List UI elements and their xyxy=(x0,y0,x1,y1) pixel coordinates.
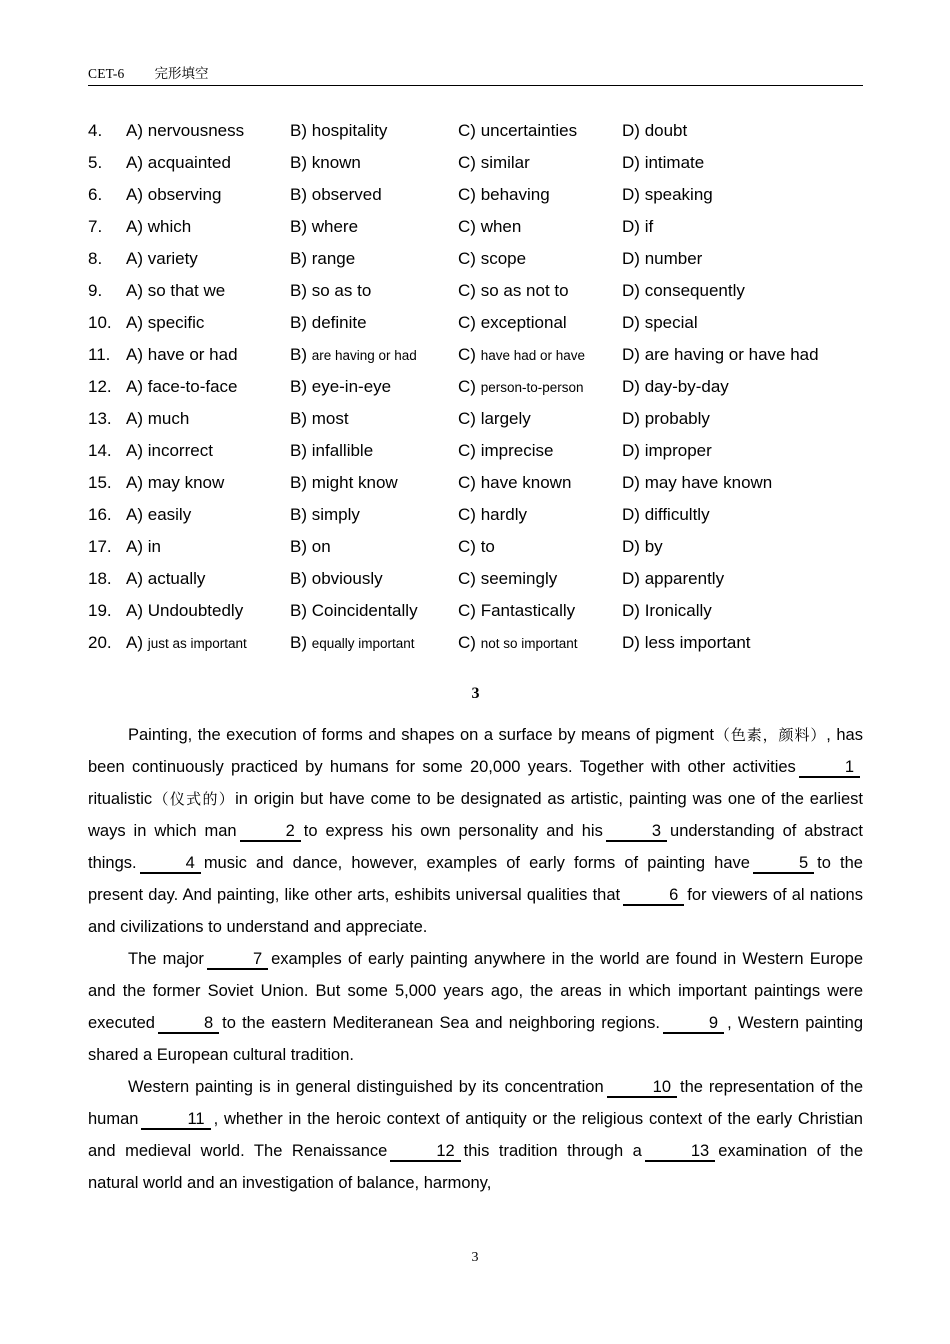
option-text-d: improper xyxy=(644,441,712,460)
option-choice-a[interactable] xyxy=(126,403,189,435)
option-choice-c[interactable] xyxy=(458,531,495,563)
p1-sentence-7: music and dance, however, examples of early forms of painting have xyxy=(203,854,750,872)
p1-sentence-4: in origin but have come to be designated as artistic, painting was one of the earliest ways in which man xyxy=(88,790,863,840)
option-choice-c[interactable] xyxy=(458,403,531,435)
option-text-b: known xyxy=(311,153,361,172)
option-choice-d[interactable] xyxy=(622,179,713,211)
option-letter-a: A) xyxy=(126,633,143,652)
passage-paragraph-3 xyxy=(88,1071,863,1199)
p1-gloss-ritualistic: （仪式的） xyxy=(152,790,236,808)
option-row xyxy=(88,595,878,627)
option-row xyxy=(88,467,878,499)
option-letter-a: A) xyxy=(126,281,143,300)
page-number: 3 xyxy=(471,1250,479,1265)
option-choice-b[interactable] xyxy=(290,275,371,307)
option-text-a: Undoubtedly xyxy=(147,601,244,620)
header-section-title: 完形填空 xyxy=(154,66,209,82)
option-text-c: person-to-person xyxy=(480,380,584,395)
option-text-c: exceptional xyxy=(480,313,567,332)
option-letter-b: B) xyxy=(290,121,307,140)
option-text-c: similar xyxy=(480,153,530,172)
option-letter-d: D) xyxy=(622,633,640,652)
p1-sentence-9: for viewers of al nations and civilizations to understand and appreciate. xyxy=(88,886,863,936)
option-text-a: face-to-face xyxy=(147,377,238,396)
blank-6[interactable]: 6 xyxy=(623,886,684,906)
p2-sentence-4: , Western painting shared a European cultural tradition. xyxy=(88,1014,863,1064)
option-choice-c[interactable] xyxy=(458,147,530,179)
option-text-c: have known xyxy=(480,473,572,492)
option-letter-a: A) xyxy=(126,249,143,268)
option-letter-c: C) xyxy=(458,473,476,492)
option-text-d: day-by-day xyxy=(644,377,729,396)
option-letter-a: A) xyxy=(126,537,143,556)
option-letter-d: D) xyxy=(622,473,640,492)
option-text-d: are having or have had xyxy=(644,345,819,364)
option-choice-b[interactable] xyxy=(290,531,331,563)
blank-1[interactable]: 1 xyxy=(799,758,860,778)
option-letter-b: B) xyxy=(290,569,307,588)
blank-11[interactable]: 11 xyxy=(141,1110,210,1130)
option-choice-b[interactable] xyxy=(290,339,417,372)
option-text-d: special xyxy=(644,313,698,332)
p2-sentence-1: The major xyxy=(128,950,204,968)
option-text-b: hospitality xyxy=(311,121,388,140)
option-choice-b[interactable] xyxy=(290,499,360,531)
option-letter-b: B) xyxy=(290,345,307,364)
option-choice-a[interactable] xyxy=(126,307,204,339)
option-choice-a[interactable] xyxy=(126,371,238,403)
option-letter-a: A) xyxy=(126,153,143,172)
option-text-d: by xyxy=(644,537,663,556)
option-letter-d: D) xyxy=(622,281,640,300)
option-text-c: hardly xyxy=(480,505,527,524)
option-letter-a: A) xyxy=(126,441,143,460)
option-text-d: Ironically xyxy=(644,601,712,620)
option-choice-b[interactable] xyxy=(290,595,418,627)
option-choice-b[interactable] xyxy=(290,211,358,243)
option-choice-c[interactable] xyxy=(458,115,577,147)
p2-sentence-3: to the eastern Mediteranean Sea and neighboring regions. xyxy=(222,1014,660,1032)
option-text-a: which xyxy=(147,217,192,236)
option-letter-c: C) xyxy=(458,409,476,428)
option-row xyxy=(88,371,878,403)
option-choice-c[interactable] xyxy=(458,179,550,211)
option-choice-b[interactable] xyxy=(290,627,415,660)
option-row-number: 20. xyxy=(88,633,112,652)
option-letter-a: A) xyxy=(126,345,143,364)
option-letter-a: A) xyxy=(126,377,143,396)
option-letter-b: B) xyxy=(290,377,307,396)
option-choice-c[interactable] xyxy=(458,499,527,531)
option-letter-c: C) xyxy=(458,249,476,268)
option-row xyxy=(88,531,878,563)
option-text-b: obviously xyxy=(311,569,383,588)
option-letter-d: D) xyxy=(622,601,640,620)
option-text-c: seemingly xyxy=(480,569,558,588)
blank-8[interactable]: 8 xyxy=(158,1014,219,1034)
option-row xyxy=(88,307,878,339)
option-choice-c[interactable] xyxy=(458,211,521,243)
option-letter-a: A) xyxy=(126,121,143,140)
option-choice-b[interactable] xyxy=(290,243,355,275)
option-letter-c: C) xyxy=(458,185,476,204)
option-row xyxy=(88,147,878,179)
option-choice-b[interactable] xyxy=(290,435,373,467)
option-letter-d: D) xyxy=(622,313,640,332)
option-text-c: to xyxy=(480,537,495,556)
blank-13[interactable]: 13 xyxy=(645,1142,715,1162)
option-row-number: 17. xyxy=(88,537,112,556)
option-text-a: have or had xyxy=(147,345,238,364)
p1-sentence-2: , has been continuously practiced by humans for some 20,000 years. Together with other activities xyxy=(88,726,863,776)
option-text-a: easily xyxy=(147,505,192,524)
option-row-number: 12. xyxy=(88,377,112,396)
option-letter-b: B) xyxy=(290,313,307,332)
option-choice-a[interactable] xyxy=(126,147,231,179)
option-row xyxy=(88,243,878,275)
option-letter-d: D) xyxy=(622,441,640,460)
option-text-a: variety xyxy=(147,249,198,268)
option-row-number: 8. xyxy=(88,249,103,268)
option-text-a: much xyxy=(147,409,190,428)
option-text-a: actually xyxy=(147,569,206,588)
option-letter-a: A) xyxy=(126,601,143,620)
option-choice-a[interactable] xyxy=(126,339,238,371)
option-row-number: 18. xyxy=(88,569,112,588)
option-choice-c[interactable] xyxy=(458,435,553,467)
option-choice-a[interactable] xyxy=(126,563,205,595)
option-text-a: may know xyxy=(147,473,225,492)
option-choice-d[interactable] xyxy=(622,403,710,435)
option-text-b: Coincidentally xyxy=(311,601,418,620)
option-letter-c: C) xyxy=(458,633,476,652)
option-letter-b: B) xyxy=(290,537,307,556)
option-choice-d[interactable] xyxy=(622,339,819,371)
option-row xyxy=(88,179,878,211)
option-choice-a[interactable] xyxy=(126,467,224,499)
option-row-number: 16. xyxy=(88,505,112,524)
option-choice-c[interactable] xyxy=(458,595,575,627)
option-choice-a[interactable] xyxy=(126,115,244,147)
option-letter-a: A) xyxy=(126,473,143,492)
option-letter-d: D) xyxy=(622,345,640,364)
option-text-b: definite xyxy=(311,313,367,332)
option-letter-c: C) xyxy=(458,121,476,140)
option-letter-d: D) xyxy=(622,185,640,204)
option-choice-a[interactable] xyxy=(126,531,161,563)
option-choice-a[interactable] xyxy=(126,595,243,627)
option-text-c: Fantastically xyxy=(480,601,576,620)
option-row xyxy=(88,115,878,147)
option-text-d: probably xyxy=(644,409,710,428)
blank-7[interactable]: 7 xyxy=(207,950,268,970)
p3-sentence-3: , whether in the heroic context of antiquity or the religious context of the early Christian and medieval world. The Renaissance xyxy=(88,1110,863,1160)
p3-sentence-1: Western painting is in general distinguished by its concentration xyxy=(128,1078,604,1096)
option-letter-b: B) xyxy=(290,217,307,236)
option-choice-c[interactable] xyxy=(458,627,578,660)
option-row xyxy=(88,435,878,467)
option-text-b: most xyxy=(311,409,349,428)
passage-section-number: 3 xyxy=(471,685,480,702)
option-text-d: apparently xyxy=(644,569,725,588)
passage-paragraph-1 xyxy=(88,719,863,943)
option-choice-c[interactable] xyxy=(458,243,526,275)
option-text-a: so that we xyxy=(147,281,226,300)
option-row-number: 4. xyxy=(88,121,103,140)
option-choice-c[interactable] xyxy=(458,275,569,307)
option-row-number: 6. xyxy=(88,185,103,204)
option-choice-d[interactable] xyxy=(622,595,712,627)
blank-4[interactable]: 4 xyxy=(140,854,201,874)
option-choice-d[interactable] xyxy=(622,275,745,307)
option-text-d: speaking xyxy=(644,185,713,204)
p1-sentence-3: ritualistic xyxy=(88,790,153,808)
option-letter-d: D) xyxy=(622,377,640,396)
option-text-c: imprecise xyxy=(480,441,554,460)
option-letter-b: B) xyxy=(290,153,307,172)
option-letter-d: D) xyxy=(622,537,640,556)
option-letter-a: A) xyxy=(126,569,143,588)
option-text-b: on xyxy=(311,537,331,556)
option-text-b: where xyxy=(311,217,359,236)
option-text-d: doubt xyxy=(644,121,688,140)
option-letter-b: B) xyxy=(290,185,307,204)
option-choice-a[interactable] xyxy=(126,211,191,243)
option-letter-c: C) xyxy=(458,281,476,300)
option-choice-b[interactable] xyxy=(290,179,382,211)
option-letter-c: C) xyxy=(458,153,476,172)
option-choice-b[interactable] xyxy=(290,467,398,499)
option-row-number: 10. xyxy=(88,313,112,332)
option-text-b: so as to xyxy=(311,281,372,300)
option-text-c: behaving xyxy=(480,185,550,204)
option-text-c: when xyxy=(480,217,522,236)
option-text-d: consequently xyxy=(644,281,745,300)
option-text-a: acquainted xyxy=(147,153,231,172)
option-row xyxy=(88,275,878,307)
option-letter-d: D) xyxy=(622,249,640,268)
p3-sentence-2: the representation of the human xyxy=(88,1078,864,1128)
option-text-b: infallible xyxy=(311,441,374,460)
option-choice-c[interactable] xyxy=(458,467,571,499)
option-letter-b: B) xyxy=(290,601,307,620)
option-choice-d[interactable] xyxy=(622,211,653,243)
option-row xyxy=(88,563,878,595)
option-choice-d[interactable] xyxy=(622,627,751,659)
option-choice-d[interactable] xyxy=(622,435,712,467)
option-text-c: largely xyxy=(480,409,531,428)
option-choice-b[interactable] xyxy=(290,307,367,339)
running-header xyxy=(88,62,863,86)
option-letter-d: D) xyxy=(622,217,640,236)
option-text-b: are having or had xyxy=(311,348,417,363)
option-letter-b: B) xyxy=(290,633,307,652)
option-text-c: not so important xyxy=(480,636,578,651)
option-letter-a: A) xyxy=(126,185,143,204)
page-footer xyxy=(0,1250,950,1266)
p2-sentence-2: examples of early painting anywhere in the world are found in Western Europe and the former Soviet Union. But some 5,000 years ago, the areas in which important paintings were executed xyxy=(88,950,863,1032)
option-choice-a[interactable] xyxy=(126,499,191,531)
option-letter-c: C) xyxy=(458,345,476,364)
option-text-c: so as not to xyxy=(480,281,569,300)
option-row xyxy=(88,211,878,243)
option-text-d: number xyxy=(644,249,703,268)
option-choice-d[interactable] xyxy=(622,115,687,147)
option-text-d: may have known xyxy=(644,473,773,492)
p1-sentence-8: to the present day. And painting, like other arts, eshibits universal qualities that xyxy=(88,854,863,904)
option-letter-b: B) xyxy=(290,409,307,428)
option-letter-d: D) xyxy=(622,409,640,428)
option-choice-a[interactable] xyxy=(126,243,198,275)
option-row-number: 15. xyxy=(88,473,112,492)
option-letter-b: B) xyxy=(290,505,307,524)
option-text-b: observed xyxy=(311,185,382,204)
option-row xyxy=(88,499,878,531)
option-choice-a[interactable] xyxy=(126,275,225,307)
blank-10[interactable]: 10 xyxy=(607,1078,677,1098)
option-row-number: 19. xyxy=(88,601,112,620)
option-letter-d: D) xyxy=(622,505,640,524)
option-letter-b: B) xyxy=(290,249,307,268)
option-letter-d: D) xyxy=(622,121,640,140)
option-letter-a: A) xyxy=(126,409,143,428)
option-text-b: range xyxy=(311,249,356,268)
option-choice-d[interactable] xyxy=(622,499,710,531)
option-text-b: eye-in-eye xyxy=(311,377,392,396)
option-letter-c: C) xyxy=(458,377,476,396)
option-choice-b[interactable] xyxy=(290,115,387,147)
option-text-b: equally important xyxy=(311,636,415,651)
option-row-number: 11. xyxy=(88,345,111,364)
option-choice-a[interactable] xyxy=(126,627,247,660)
option-row xyxy=(88,339,878,371)
option-choice-d[interactable] xyxy=(622,371,729,403)
option-row xyxy=(88,627,878,659)
option-letter-d: D) xyxy=(622,153,640,172)
option-choice-b[interactable] xyxy=(290,371,391,403)
option-row-number: 14. xyxy=(88,441,112,460)
option-letter-c: C) xyxy=(458,569,476,588)
option-choice-c[interactable] xyxy=(458,563,557,595)
option-letter-c: C) xyxy=(458,601,476,620)
p1-gloss-pigment: （色素，颜料） xyxy=(714,726,827,744)
blank-2[interactable]: 2 xyxy=(240,822,301,842)
header-exam-code: CET-6 xyxy=(88,66,125,81)
option-choice-b[interactable] xyxy=(290,403,349,435)
option-letter-b: B) xyxy=(290,473,307,492)
option-text-d: less important xyxy=(644,633,751,652)
option-text-a: observing xyxy=(147,185,222,204)
option-text-a: specific xyxy=(147,313,205,332)
p1-sentence-5: to express his own personality and his xyxy=(303,822,603,840)
blank-12[interactable]: 12 xyxy=(390,1142,460,1162)
blank-9[interactable]: 9 xyxy=(663,1014,724,1034)
option-letter-a: A) xyxy=(126,313,143,332)
option-choice-c[interactable] xyxy=(458,307,567,339)
option-row-number: 7. xyxy=(88,217,103,236)
option-choice-d[interactable] xyxy=(622,531,663,563)
option-text-d: if xyxy=(644,217,654,236)
option-text-b: simply xyxy=(311,505,360,524)
option-choice-c[interactable] xyxy=(458,339,585,372)
blank-5[interactable]: 5 xyxy=(753,854,814,874)
passage-paragraph-2 xyxy=(88,943,863,1071)
option-row xyxy=(88,403,878,435)
option-text-d: intimate xyxy=(644,153,705,172)
option-row-number: 9. xyxy=(88,281,103,300)
option-letter-b: B) xyxy=(290,281,307,300)
option-choice-a[interactable] xyxy=(126,435,213,467)
option-letter-a: A) xyxy=(126,217,143,236)
option-letter-d: D) xyxy=(622,569,640,588)
option-letter-c: C) xyxy=(458,505,476,524)
option-letter-a: A) xyxy=(126,505,143,524)
option-letter-c: C) xyxy=(458,537,476,556)
option-text-d: difficultly xyxy=(644,505,710,524)
option-text-c: scope xyxy=(480,249,527,268)
option-row-number: 5. xyxy=(88,153,103,172)
option-letter-c: C) xyxy=(458,313,476,332)
option-choice-d[interactable] xyxy=(622,467,772,499)
option-letter-c: C) xyxy=(458,217,476,236)
option-choice-d[interactable] xyxy=(622,147,704,179)
option-text-c: uncertainties xyxy=(480,121,578,140)
option-text-a: nervousness xyxy=(147,121,245,140)
option-choice-d[interactable] xyxy=(622,243,702,275)
option-letter-b: B) xyxy=(290,441,307,460)
p3-sentence-4: this tradition through a xyxy=(463,1142,642,1160)
option-text-a: in xyxy=(147,537,161,556)
option-text-a: just as important xyxy=(147,636,247,651)
option-choice-b[interactable] xyxy=(290,147,361,179)
p1-sentence-6: understanding of abstract things. xyxy=(88,822,863,872)
option-choice-a[interactable] xyxy=(126,179,221,211)
option-choice-b[interactable] xyxy=(290,563,383,595)
p3-sentence-5: examination of the natural world and an investigation of balance, harmony, xyxy=(88,1142,863,1192)
option-text-a: incorrect xyxy=(147,441,213,460)
blank-3[interactable]: 3 xyxy=(606,822,667,842)
option-text-b: might know xyxy=(311,473,398,492)
option-row-number: 13. xyxy=(88,409,112,428)
p1-sentence-1: Painting, the execution of forms and shapes on a surface by means of pigment xyxy=(128,726,714,744)
cloze-options-list xyxy=(88,115,878,659)
option-choice-c[interactable] xyxy=(458,371,584,404)
reading-passage xyxy=(88,685,863,1199)
option-text-c: have had or have xyxy=(480,348,586,363)
option-letter-c: C) xyxy=(458,441,476,460)
option-choice-d[interactable] xyxy=(622,563,724,595)
option-choice-d[interactable] xyxy=(622,307,698,339)
